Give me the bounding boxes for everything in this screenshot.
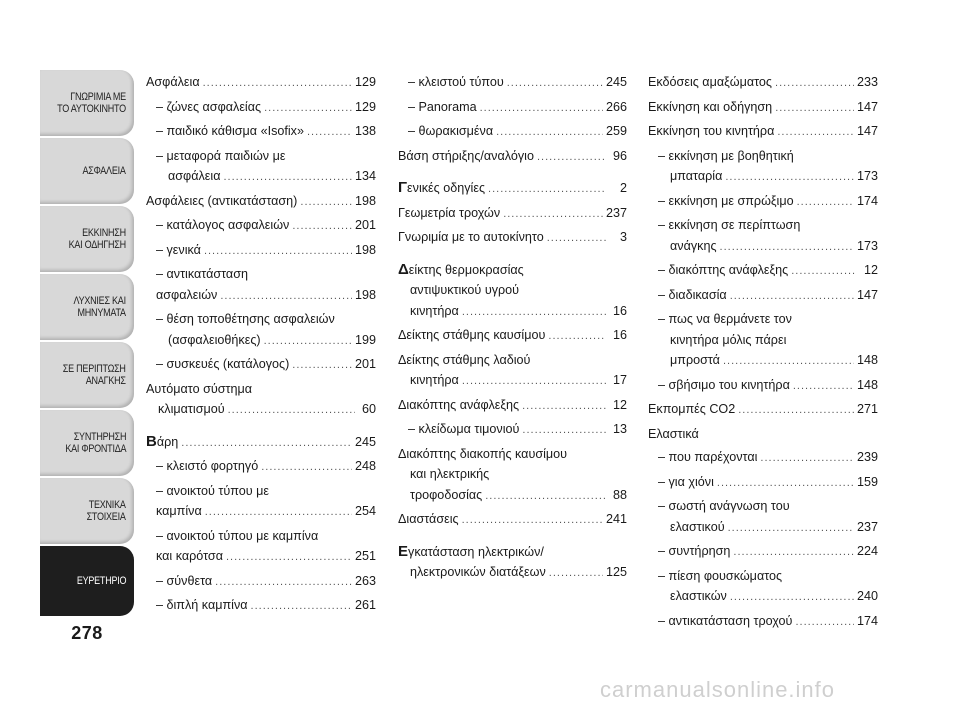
index-entry: [648, 97, 878, 119]
entry-text: ελαστικού: [670, 519, 725, 534]
index-entry: [146, 309, 376, 351]
entry-text: Δείκτης στάθμης λαδιού: [398, 352, 531, 367]
entry-text: και καρότσα: [156, 549, 223, 563]
entry-text: Γενικές οδηγίες: [398, 179, 486, 196]
entry-text: Διακόπτης ανάφλεξης: [398, 397, 520, 412]
index-entry: [146, 72, 376, 94]
index-entry: [648, 260, 878, 282]
dot-leader: [181, 433, 352, 454]
page-reference[interactable]: 12: [612, 397, 627, 412]
index-entry: [648, 472, 878, 494]
page-reference[interactable]: 88: [612, 487, 627, 502]
entry-text: μπαταρία: [670, 169, 723, 183]
entry-text: Εκπομπές CO2: [648, 402, 736, 416]
dot-leader: [292, 355, 352, 376]
dot-leader: [220, 286, 352, 307]
dot-leader: [775, 98, 854, 119]
page-reference[interactable]: 240: [856, 589, 878, 603]
index-entry: [398, 350, 627, 392]
dot-leader: [224, 167, 352, 188]
index-entry: [648, 541, 878, 563]
index-entry: [398, 542, 627, 584]
dot-leader: [733, 542, 854, 563]
dot-leader: [725, 167, 854, 188]
section-tabs: [40, 70, 134, 618]
page-reference[interactable]: 263: [354, 573, 376, 588]
index-entry: [146, 379, 376, 421]
index-entry: [398, 227, 627, 249]
entry-text: Διακόπτης διακοπής καυσίμου: [398, 446, 568, 461]
dot-leader: [738, 400, 854, 421]
dot-leader: [261, 457, 352, 478]
entry-text: – γενικά: [156, 242, 201, 257]
index-entry: [146, 215, 376, 237]
page-reference[interactable]: 199: [354, 332, 376, 347]
index-entry: [146, 354, 376, 376]
index-entry: [398, 121, 627, 143]
dot-leader: [462, 510, 603, 531]
page-reference[interactable]: 241: [605, 512, 627, 526]
index-entry: [648, 424, 878, 445]
dot-leader: [549, 563, 603, 584]
entry-text: μπροστά: [670, 353, 720, 367]
dot-leader: [777, 122, 854, 143]
dot-leader: [488, 179, 606, 200]
entry-text: Ελαστικά: [648, 426, 699, 441]
index-entry: [398, 325, 627, 347]
dot-leader: [720, 237, 854, 258]
entry-text: κλιματισμού: [158, 402, 225, 416]
page-reference[interactable]: 261: [354, 598, 376, 612]
entry-text: Δείκτης στάθμης καυσίμου: [398, 328, 546, 342]
dot-leader: [522, 396, 606, 417]
page-reference[interactable]: 198: [354, 287, 376, 302]
index-entry: [398, 419, 627, 441]
page-reference[interactable]: 134: [354, 169, 376, 183]
page-reference[interactable]: 17: [612, 373, 627, 387]
entry-text: καμπίνα: [156, 504, 202, 518]
dot-leader: [775, 73, 854, 94]
dot-leader: [723, 351, 854, 372]
tab-section-3[interactable]: [40, 206, 134, 272]
index-entry: [146, 97, 376, 119]
index-entry: [146, 191, 376, 213]
entry-text: – θωρακισμένα: [408, 124, 494, 138]
entry-text: αντιψυκτικού υγρού: [410, 283, 520, 297]
page-reference[interactable]: 198: [354, 193, 376, 208]
index-entry: [398, 444, 627, 507]
page-reference[interactable]: 129: [354, 75, 376, 89]
index-entry: [648, 611, 878, 633]
entry-text: – κλειστό φορτηγό: [156, 459, 259, 473]
index-entry: [398, 72, 627, 94]
index-entry: [146, 481, 376, 523]
entry-text: – παιδικό κάθισμα «Isofix»: [156, 124, 304, 138]
dot-leader: [480, 98, 603, 119]
tab-label: ΑΣΦΑΛΕΙΑ: [82, 165, 126, 177]
entry-text: ανάγκης: [670, 238, 717, 253]
dot-leader: [205, 502, 352, 523]
dot-leader: [496, 122, 603, 143]
entry-text: τροφοδοσίας: [410, 487, 483, 502]
dot-leader: [307, 122, 352, 143]
entry-text: – εκκίνηση με βοηθητική: [658, 148, 794, 163]
dot-leader: [203, 73, 352, 94]
index-entry: [146, 121, 376, 143]
tab-label: ΓΝΩΡΙΜΙΑ ΜΕ ΤΟ ΑΥΤΟΚΙΝΗΤΟ: [57, 91, 126, 115]
page-reference[interactable]: 60: [361, 402, 376, 416]
dot-leader: [797, 192, 854, 213]
entry-text: Διαστάσεις: [398, 512, 459, 526]
dot-leader: [215, 572, 352, 593]
index-column-1: [146, 72, 376, 620]
entry-text: – συντήρηση: [658, 544, 731, 558]
page-reference[interactable]: 147: [856, 287, 878, 302]
page-reference[interactable]: 16: [612, 328, 627, 342]
index-column-2: [398, 72, 627, 587]
dot-leader: [728, 518, 854, 539]
page-reference[interactable]: 201: [354, 357, 376, 371]
dot-leader: [485, 486, 606, 507]
entry-text: – αντικατάσταση: [156, 267, 248, 281]
index-entry: [648, 121, 878, 143]
entry-text: κινητήρα: [410, 373, 459, 387]
dot-leader: [795, 612, 854, 633]
index-entry: [146, 456, 376, 478]
index-entry: [146, 240, 376, 262]
index-entry: [648, 72, 878, 94]
page-reference[interactable]: 174: [856, 613, 878, 628]
dot-leader: [760, 448, 854, 469]
index-entry: [146, 595, 376, 617]
tab-section-5[interactable]: [40, 342, 134, 408]
dot-leader: [226, 547, 352, 568]
page-reference[interactable]: 201: [354, 218, 376, 232]
entry-text: Εκδόσεις αμαξώματος: [648, 75, 773, 89]
tab-label: ΕΥΡΕΤΗΡΙΟ: [76, 575, 126, 587]
index-entry: [398, 260, 627, 323]
page-reference[interactable]: 159: [856, 474, 878, 489]
page-reference[interactable]: 129: [354, 99, 376, 114]
entry-text: Βάση στήριξης/αναλόγιο: [398, 148, 534, 163]
tab-label: ΤΕΧΝΙΚΑ ΣΤΟΙΧΕΙΑ: [86, 499, 126, 523]
tab-label: ΣΕ ΠΕΡΙΠΤΩΣΗ ΑΝΑΓΚΗΣ: [63, 363, 126, 387]
page-reference[interactable]: 259: [605, 124, 627, 138]
index-entry: [648, 191, 878, 213]
page-reference[interactable]: 2: [619, 181, 627, 195]
entry-text: – πίεση φουσκώματος: [658, 568, 783, 583]
page-reference[interactable]: 237: [856, 519, 878, 534]
dot-leader: [522, 420, 606, 441]
page-reference[interactable]: 245: [605, 75, 627, 89]
index-entry: [648, 566, 878, 608]
entry-text: ασφαλειών: [156, 287, 218, 302]
page-reference[interactable]: 239: [856, 450, 878, 464]
tab-section-8[interactable]: [40, 546, 134, 616]
entry-text: – διακόπτης ανάφλεξης: [658, 263, 789, 277]
entry-text: – σβήσιμο του κινητήρα: [658, 377, 790, 392]
dot-leader: [503, 204, 603, 225]
page-reference[interactable]: 147: [856, 99, 878, 114]
index-entry: [648, 215, 878, 257]
entry-text: – κατάλογος ασφαλειών: [156, 218, 290, 232]
entry-text: – σωστή ανάγνωση του: [658, 499, 790, 513]
entry-text: – μεταφορά παιδιών με: [156, 148, 286, 163]
entry-text: – ανοικτού τύπου με καμπίνα: [156, 528, 319, 543]
page-number: 278: [71, 623, 103, 643]
tab-section-2[interactable]: [40, 138, 134, 204]
entry-text: – πως να θερμάνετε τον: [658, 312, 792, 326]
page-reference[interactable]: 266: [605, 99, 627, 114]
index-entry: [398, 203, 627, 225]
page-reference[interactable]: 174: [856, 193, 878, 208]
dot-leader: [547, 228, 606, 249]
dot-leader: [791, 261, 857, 282]
index-entry: [648, 146, 878, 188]
page-reference[interactable]: 138: [354, 124, 376, 138]
index-entry: [648, 309, 878, 372]
dot-leader: [537, 147, 606, 168]
index-entry: [146, 432, 376, 454]
page-reference[interactable]: 251: [354, 549, 376, 563]
dot-leader: [462, 302, 606, 323]
entry-text: – εκκίνηση με σπρώξιμο: [658, 193, 794, 208]
entry-text: Γεωμετρία τροχών: [398, 205, 501, 220]
page-reference[interactable]: 254: [354, 504, 376, 518]
entry-text: Δείκτης θερμοκρασίας: [398, 260, 524, 278]
dot-leader: [264, 331, 352, 352]
index-entry: [146, 526, 376, 568]
page-reference[interactable]: 148: [856, 353, 878, 367]
entry-text: – διπλή καμπίνα: [156, 598, 248, 612]
dot-leader: [300, 192, 352, 213]
page-reference[interactable]: 233: [856, 75, 878, 89]
tab-section-4[interactable]: [40, 274, 134, 340]
page-reference[interactable]: 245: [354, 434, 376, 449]
entry-text: κινητήρα: [410, 303, 459, 318]
index-entry: [398, 178, 627, 200]
page-reference[interactable]: 198: [354, 242, 376, 257]
entry-text: – Panorama: [408, 99, 477, 114]
page-reference[interactable]: 173: [856, 169, 878, 183]
index-entry: [648, 285, 878, 307]
page-reference[interactable]: 12: [863, 263, 878, 277]
entry-text: – διαδικασία: [658, 287, 727, 302]
page-reference[interactable]: 248: [354, 459, 376, 473]
entry-text: – αντικατάσταση τροχού: [658, 613, 793, 628]
tab-section-6[interactable]: [40, 410, 134, 476]
watermark: carmanualsonline.info: [600, 677, 836, 702]
entry-text: Ασφάλειες (αντικατάσταση): [146, 193, 298, 208]
page-reference[interactable]: 271: [856, 402, 878, 416]
dot-leader: [292, 216, 352, 237]
entry-text: ηλεκτρονικών διατάξεων: [410, 565, 546, 579]
dot-leader: [228, 400, 355, 421]
tab-label: ΕΚΚΙΝΗΣΗ ΚΑΙ ΟΔΗΓΗΣΗ: [68, 227, 126, 251]
page-reference[interactable]: 16: [612, 303, 627, 318]
page-reference[interactable]: 173: [856, 238, 878, 253]
entry-text: – θέση τοποθέτησης ασφαλειών: [156, 312, 335, 326]
tab-label: ΣΥΝΤΗΡΗΣΗ ΚΑΙ ΦΡΟΝΤΙΔΑ: [65, 431, 126, 455]
tab-section-1[interactable]: [40, 70, 134, 136]
index-entry: [398, 97, 627, 119]
entry-text: – κλειστού τύπου: [408, 75, 504, 89]
entry-text: Βάρη: [146, 432, 179, 450]
entry-text: – που παρέχονται: [658, 450, 758, 464]
dot-leader: [251, 596, 352, 617]
dot-leader: [730, 286, 854, 307]
index-entry: [398, 146, 627, 168]
dot-leader: [717, 473, 854, 494]
index-column-3: [648, 72, 878, 635]
page-reference[interactable]: 224: [856, 544, 878, 558]
entry-text: Εκκίνηση του κινητήρα: [648, 124, 775, 138]
page-reference[interactable]: 3: [619, 230, 627, 244]
entry-text: και ηλεκτρικής: [410, 467, 490, 481]
dot-leader: [793, 376, 854, 397]
entry-text: Αυτόματο σύστημα: [146, 381, 253, 396]
entry-text: κινητήρα μόλις πάρει: [670, 332, 787, 347]
page-reference[interactable]: 237: [605, 205, 627, 220]
index-entry: [146, 264, 376, 306]
index-entry: [398, 395, 627, 417]
dot-leader: [462, 371, 606, 392]
entry-text: (ασφαλειοθήκες): [168, 332, 261, 347]
index-entry: [648, 399, 878, 421]
index-entry: [146, 571, 376, 593]
entry-text: – για χιόνι: [658, 474, 714, 489]
entry-text: Εγκατάσταση ηλεκτρικών/: [398, 542, 544, 560]
index-entry: [648, 447, 878, 469]
entry-text: – ζώνες ασφαλείας: [156, 99, 262, 114]
entry-text: – συσκευές (κατάλογος): [156, 357, 290, 371]
entry-text: – σύνθετα: [156, 573, 213, 588]
index-entry: [398, 509, 627, 531]
tab-label: ΛΥΧΝΙΕΣ ΚΑΙ ΜΗΝΥΜΑΤΑ: [73, 295, 126, 319]
entry-text: – ανοικτού τύπου με: [156, 483, 269, 498]
dot-leader: [204, 241, 352, 262]
dot-leader: [730, 587, 854, 608]
entry-text: Γνωριμία με το αυτοκίνητο: [398, 230, 544, 244]
entry-text: – κλείδωμα τιμονιού: [408, 422, 520, 436]
dot-leader: [507, 73, 603, 94]
entry-text: – εκκίνηση σε περίπτωση: [658, 218, 801, 232]
index-entry: [648, 496, 878, 538]
index-entry: [648, 375, 878, 397]
page-reference[interactable]: 148: [856, 377, 878, 392]
page-reference[interactable]: 147: [856, 124, 878, 138]
entry-text: Ασφάλεια: [146, 75, 200, 89]
page-reference[interactable]: 125: [605, 565, 627, 579]
page-reference[interactable]: 13: [612, 422, 627, 436]
entry-text: ασφάλεια: [168, 169, 221, 183]
dot-leader: [548, 326, 606, 347]
page-reference[interactable]: 96: [612, 148, 627, 163]
entry-text: Εκκίνηση και οδήγηση: [648, 99, 773, 114]
entry-text: ελαστικών: [670, 589, 727, 603]
tab-section-7[interactable]: [40, 478, 134, 544]
dot-leader: [264, 98, 352, 119]
index-entry: [146, 146, 376, 188]
